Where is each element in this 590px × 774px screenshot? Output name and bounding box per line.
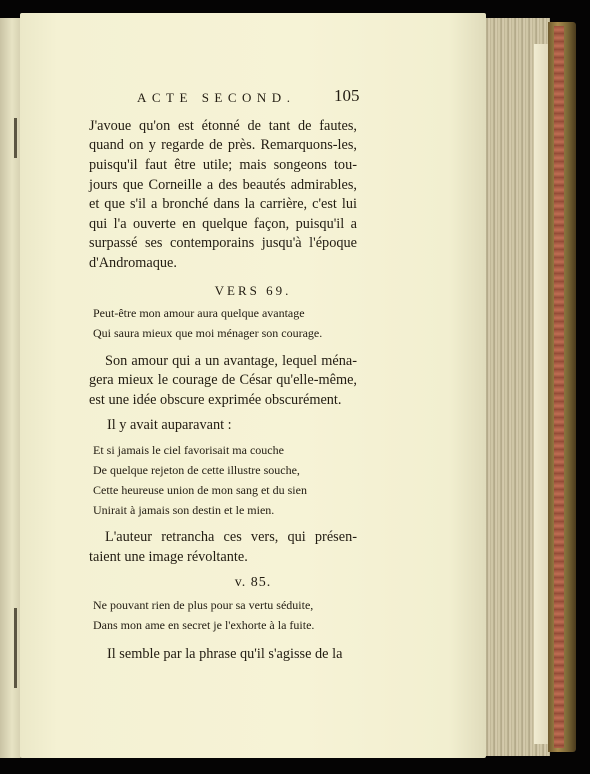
paragraph-line: J'avoue qu'on est étonné de tant de fautes, (89, 118, 357, 134)
page-number: 105 (334, 86, 360, 105)
verse-line: Qui saura mieux que moi ménager son courage. (93, 326, 323, 340)
verse-line: Dans mon ame en secret je l'exhorte à la fuite. (93, 618, 315, 632)
verse-line: Ne pouvant rien de plus pour sa vertu séduite, (93, 598, 314, 612)
verse-line: Et si jamais le ciel favorisait ma couche (93, 443, 284, 457)
paragraph-line: quand on y regarde de près. Remarquons-les, (89, 137, 357, 153)
section-heading: v. 85. (234, 575, 272, 590)
verse-line: Unirait à jamais son destin et le mien. (93, 503, 275, 517)
paragraph-line: puisqu'il faut être utile; mais songeons tou- (89, 157, 357, 173)
paragraph-line: surpassé ses contemporains jusqu'à l'époque (89, 235, 357, 251)
paragraph-line: L'auteur retrancha ces vers, qui présen- (105, 529, 357, 545)
paragraph-line: Il semble par la phrase qu'il s'agisse de la (107, 646, 343, 662)
paragraph-line: qui l'a ouverte en quelque façon, puisqu'il a (89, 216, 357, 232)
running-title: ACTE SECOND. (137, 90, 296, 105)
section-heading: VERS 69. (214, 283, 292, 298)
paragraph-line: gera mieux le courage de César qu'elle-même, (89, 372, 357, 388)
verse-line: Peut-être mon amour aura quelque avantage (93, 306, 305, 320)
paragraph-line: jours que Corneille a des beautés admirables, (89, 177, 357, 193)
verse-line: De quelque rejeton de cette illustre souche, (93, 463, 300, 477)
paragraph-line: et que s'il a bronché dans la carrière, c'est lui (89, 196, 357, 212)
paragraph-line: taient une image révoltante. (89, 549, 248, 565)
verse-line: Cette heureuse union de mon sang et du sien (93, 483, 307, 497)
paragraph-line: est une idée obscure exprimée obscurément. (89, 392, 342, 408)
paragraph-line: Son amour qui a un avantage, lequel ména- (105, 353, 357, 369)
paragraph-line: Il y avait auparavant : (107, 417, 232, 433)
paragraph-line: d'Andromaque. (89, 255, 177, 271)
